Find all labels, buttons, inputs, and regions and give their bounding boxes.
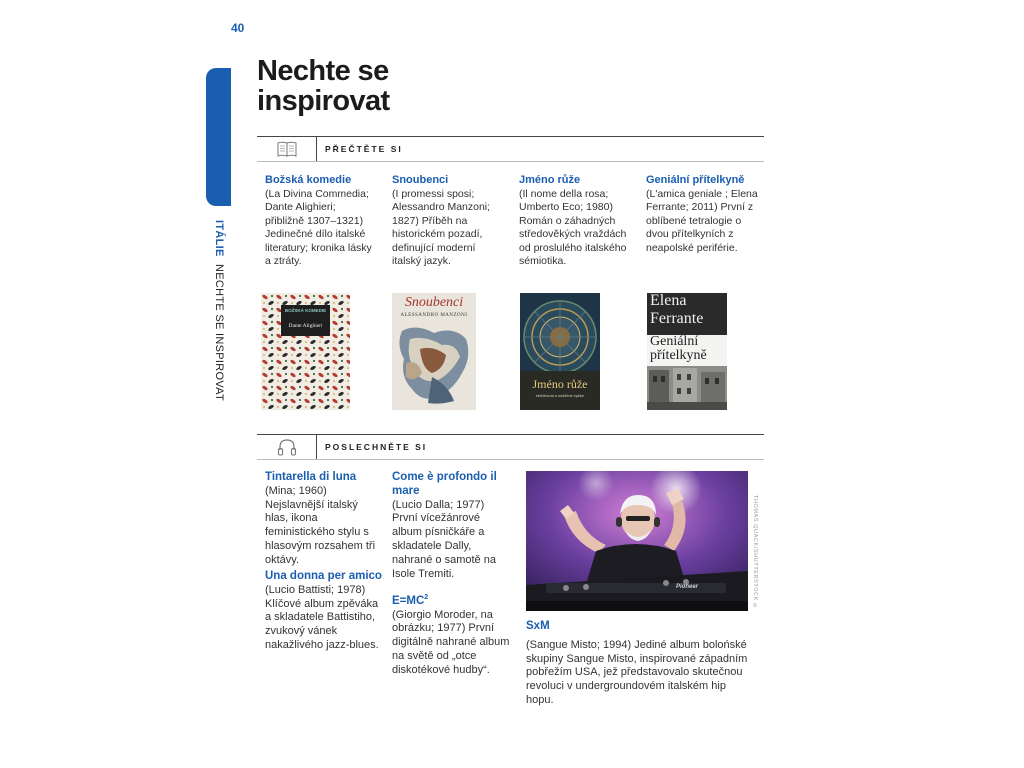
- book-description: (Il nome della rosa; Umberto Eco; 1980) Román o záhadných středověkých vraždách od proslulého italského sémiotika.: [519, 187, 627, 267]
- album-description: (Lucio Battisti; 1978) Klíčové album zpěváka a skladatele Battistiho, zvukový vánek nakažlivého jazz-blues.: [265, 583, 379, 651]
- book-title: Božská komedie: [265, 174, 352, 186]
- page-number: 40: [231, 21, 245, 35]
- page-title: [257, 56, 477, 116]
- chapter-tab: [206, 68, 231, 206]
- cover-series-text: BOŽSKÁ KOMEDIE: [284, 308, 327, 313]
- cover-title: Jméno růže: [532, 377, 588, 391]
- album-entry-3: [392, 471, 510, 581]
- country-label: ITÁLIE: [213, 220, 225, 257]
- album-title-text: E=MC: [392, 594, 425, 607]
- book-entry-2: [392, 174, 504, 269]
- cover-title: Snoubenci: [404, 295, 464, 310]
- album-entry-5: [526, 620, 756, 708]
- album-entry-2: [265, 570, 383, 653]
- listen-section-label: POSLECHNĚTE SI: [325, 442, 428, 452]
- book-cover-genialni-pritelkyne: [647, 293, 727, 410]
- read-section-header: [257, 136, 764, 162]
- headphones-icon: [257, 435, 317, 459]
- listen-section-header: [257, 434, 764, 460]
- book-description: (I promessi sposi; Alessandro Manzoni; 1827) Příběh na historickém pozadí, definující moderní italský jazyk.: [392, 187, 491, 267]
- title-line-1: Nechte se: [257, 55, 389, 87]
- album-description: (Giorgio Moroder, na obrázku; 1977) První digitálně nahrané album na světě od „otce diskotékové hudby“.: [392, 608, 510, 676]
- book-title: Snoubenci: [392, 174, 449, 186]
- read-section-label: PŘEČTĚTE SI: [325, 144, 403, 154]
- album-description: (Sangue Misto; 1994) Jediné album bolońské skupiny Sangue Misto, inspirované západním pobřežím USA, jež představovalo skutečnou revoluci v undergroundovém italském hip hopu.: [526, 638, 748, 706]
- album-entry-1: [265, 471, 383, 568]
- album-title: Una donna per amico: [265, 570, 382, 582]
- book-entry-3: [519, 174, 631, 269]
- book-description: (La Divina Commedia; Dante Alighieri; přibližně 1307–1321) Jedinečné dílo italské literatury; kronika lásky a ztráty.: [265, 187, 372, 267]
- album-title-superscript: 2: [424, 594, 429, 601]
- running-header: [213, 220, 225, 401]
- book-icon: [257, 137, 317, 161]
- album-description: (Mina; 1960) Nejslavnější italský hlas, ikona feministického stylu s hlasovým rozsahem tři oktávy.: [265, 484, 376, 566]
- album-entry-4: [392, 591, 510, 678]
- mixer-brand: Pioneer: [676, 584, 699, 590]
- title-line-2: inspirovat: [257, 85, 390, 117]
- cover-subtitle: ekvilibrovat a rozšířené vydání: [535, 394, 585, 398]
- book-entry-1: [265, 174, 377, 269]
- book-title: Jméno růže: [519, 174, 581, 186]
- cover-author: Dante Alighieri: [288, 323, 323, 329]
- section-label: NECHTE SE INSPIROVAT: [213, 264, 225, 402]
- cover-title-line-2: přítelkyně: [650, 348, 707, 363]
- album-title: Come è profondo il mare: [392, 471, 497, 497]
- book-title: Geniální přítelkyně: [646, 174, 745, 186]
- album-title: SxM: [526, 620, 550, 632]
- album-description: (Lucio Dalla; 1977) První vícežánrové album písničkáře a skladatele Dally, nahrané o samotě na Isole Tremiti.: [392, 498, 496, 580]
- cover-title-line-1: Geniální: [650, 334, 699, 349]
- book-entry-4: [646, 174, 758, 255]
- photo-credit: THOMAS QUACK/SHUTTERSTOCK ©: [752, 495, 758, 610]
- cover-author-last: Ferrante: [650, 310, 704, 327]
- cover-author: ALESSANDRO MANZONI: [400, 313, 468, 318]
- album-title: [392, 591, 510, 609]
- dj-photo: [526, 471, 748, 611]
- book-cover-snoubenci: [392, 293, 476, 410]
- album-title: Tintarella di luna: [265, 471, 357, 483]
- cover-author-first: Elena: [650, 293, 687, 309]
- book-description: (L'amica geniale ; Elena Ferrante; 2011) První z oblíbené tetralogie o dvou přítelkyních z neapolské periférie.: [646, 187, 758, 254]
- book-cover-jmeno-ruze: [520, 293, 600, 410]
- book-cover-bozska-komedie: [261, 293, 350, 410]
